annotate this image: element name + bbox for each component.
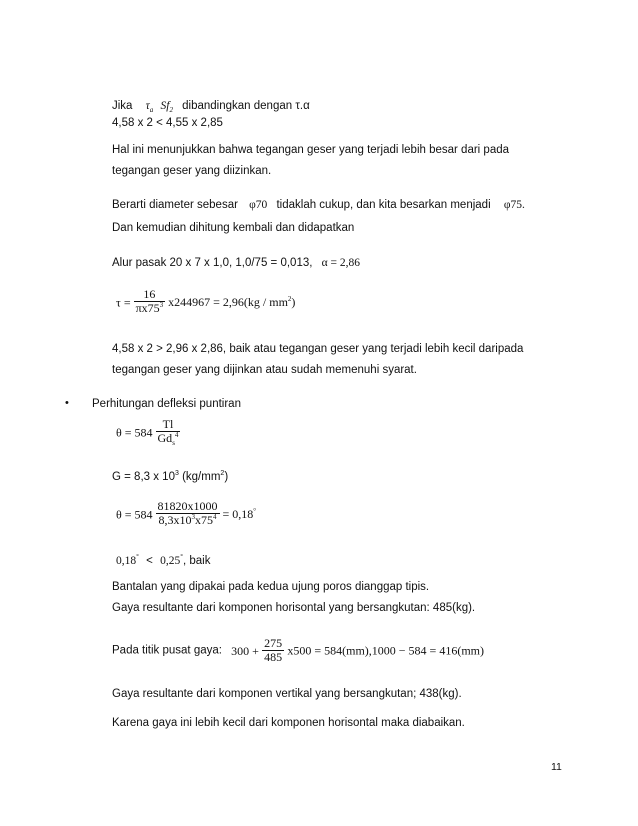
- bullet-icon: •: [65, 397, 69, 409]
- text-line-g-value: G = 8,3 x $10^3$ $(kg/mm^2)$: [112, 470, 229, 483]
- equation-tau: τ = $\frac{16}{\pi x75^3}$ $x244967 = 2,96(kg / mm^2)$: [116, 287, 296, 315]
- page-number: 11: [551, 761, 562, 773]
- text-line-deflection-check: 0,18° < 0,25°, baik: [116, 554, 211, 567]
- text-line-comparison-2: 4,58 x 2 > 2,96 x 2,86, baik atau tegangan geser yang terjadi lebih kecil daripada: [112, 343, 524, 355]
- text-line-titik-pusat: Pada titik pusat gaya: 300 + $\frac{275}{485}$ x500 = 584(mm),1000 − 584 = 416(mm): [112, 636, 484, 664]
- section-heading-defleksi: Perhitungan defleksi puntiran: [92, 398, 241, 410]
- equation-theta-numeric: θ = 584 $\frac{81820x1000}{8,3x10^3x75^4}$ = 0,18°: [116, 499, 257, 527]
- text-line-memenuhi-syarat: tegangan geser yang dijinkan atau sudah memenuhi syarat.: [112, 364, 417, 376]
- fraction-deflection: $\frac{81820x1000}{8,3x10^3x75^4}$: [157, 499, 218, 527]
- text-line-gaya-horisontal: Gaya resultante dari komponen horisontal yang bersangkutan: 485(kg).: [112, 602, 476, 614]
- text-line-berarti: Berarti diameter sebesar φ70 tidaklah cukup, dan kita besarkan menjadi φ75.: [112, 199, 525, 211]
- text-line-alur-pasak: Alur pasak 20 x 7 x 1,0, 1,0/75 = 0,013, α = 2,86: [112, 257, 361, 269]
- text-line-hal-ini: Hal ini menunjukkan bahwa tegangan geser yang terjadi lebih besar dari pada: [112, 144, 510, 156]
- equation-theta: θ = 584 $\frac{Tl}{Gd_s^4}$: [116, 417, 179, 447]
- text-line-diabaikan: Karena gaya ini lebih kecil dari komponen horisontal maka diabaikan.: [112, 717, 465, 729]
- text-line-tegangan-diizinkan: tegangan geser yang diizinkan.: [112, 165, 272, 177]
- text-line-bantalan: Bantalan yang dipakai pada kedua ujung poros dianggap tipis.: [112, 581, 430, 593]
- fraction-275-over-485: $\frac{275}{485}$: [264, 636, 283, 664]
- text-line-comparison-1: 4,58 x 2 < 4,55 x 2,85: [112, 117, 223, 129]
- fraction-16-over-pi75: $\frac{16}{\pi x75^3}$: [135, 287, 164, 315]
- text-line-gaya-vertikal: Gaya resultante dari komponen vertikal yang bersangkutan; 438(kg).: [112, 688, 462, 700]
- text-line-dihitung-kembali: Dan kemudian dihitung kembali dan didapatkan: [112, 222, 355, 234]
- tau-symbol: $\tau_a$: [145, 100, 154, 114]
- fraction-tl-over-gd: $\frac{Tl}{Gd_s^4}$: [157, 417, 179, 447]
- text-line-jika: Jika $\tau_a$ $Sf_2$ dibandingkan dengan τ.α: [112, 100, 310, 114]
- sf-symbol: $Sf_2$: [160, 100, 173, 114]
